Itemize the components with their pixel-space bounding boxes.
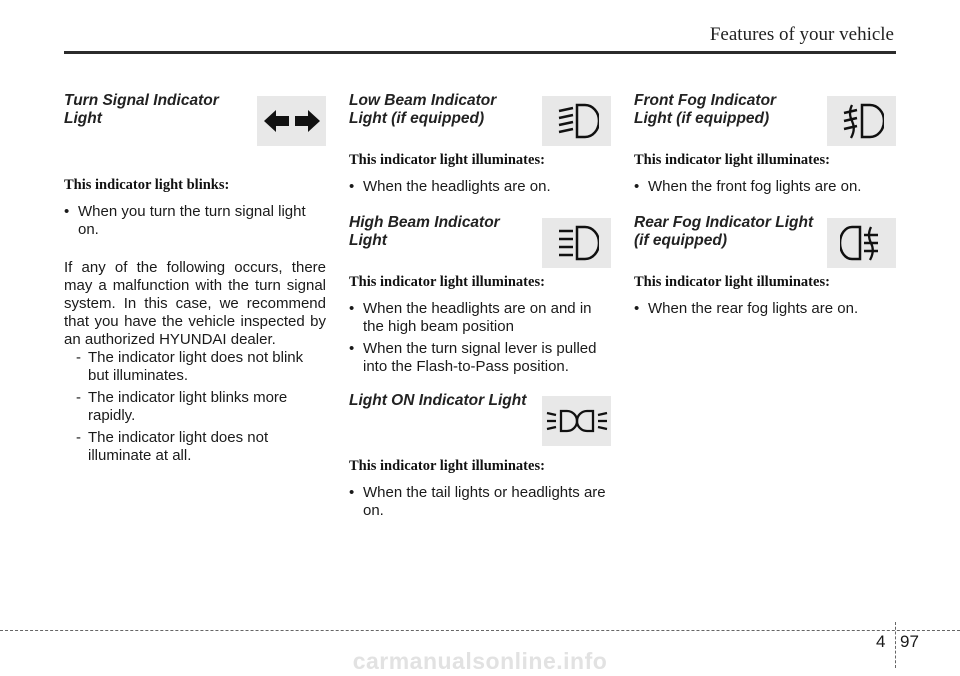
front-fog-section — [634, 92, 896, 196]
bullet-list — [349, 178, 611, 196]
section-title: Light ON Indicator Light — [349, 392, 527, 409]
watermark: carmanualsonline.info — [352, 648, 608, 674]
list-item: - The indicator light blinks more rapidly. — [76, 389, 326, 425]
bullet-list — [349, 484, 611, 520]
bullet-list — [634, 300, 896, 318]
section-lead: This indicator light illuminates: — [349, 274, 545, 290]
column-middle — [349, 92, 611, 524]
list-item: • When the headlights are on and in the high beam position — [349, 300, 611, 336]
low-beam-section — [349, 92, 611, 196]
list-item: • When the headlights are on. — [349, 178, 611, 196]
section-title: High Beam Indicator Light — [349, 214, 500, 249]
footer-rule — [0, 630, 960, 631]
section-lead: This indicator light blinks: — [64, 177, 230, 193]
section-title: Front Fog Indicator Light (if equipped) — [634, 92, 777, 127]
section-title: Rear Fog Indicator Light (if equipped) — [634, 214, 814, 249]
bullet-list — [634, 178, 896, 196]
section-title: Low Beam Indicator Light (if equipped) — [349, 92, 497, 127]
turn-signal-section — [64, 92, 326, 465]
low-beam-icon — [542, 96, 611, 146]
list-item: • When the tail lights or headlights are on. — [349, 484, 611, 520]
page-header-title: Features of your vehicle — [709, 24, 894, 45]
body-paragraph: If any of the following occurs, there may a malfunction with the turn signal system. In this case, we recommend that you have the vehicle inspected by an authorized HYUNDAI dealer. — [64, 259, 326, 348]
section-lead: This indicator light illuminates: — [349, 458, 545, 474]
section-lead: This indicator light illuminates: — [634, 274, 830, 290]
column-left — [64, 92, 326, 469]
bullet-list — [349, 300, 611, 376]
list-item: • When the rear fog lights are on. — [634, 300, 896, 318]
column-right — [634, 92, 896, 322]
list-item: • When the front fog lights are on. — [634, 178, 896, 196]
header-rule — [64, 51, 896, 54]
rear-fog-icon — [827, 218, 896, 268]
section-title: Turn Signal Indicator Light — [64, 92, 219, 127]
page-number: 97 — [900, 632, 919, 651]
front-fog-icon — [827, 96, 896, 146]
bullet-list — [64, 203, 326, 239]
list-item: • When you turn the turn signal light on. — [64, 203, 326, 239]
list-item: - The indicator light does not blink but illuminates. — [76, 349, 326, 385]
high-beam-icon — [542, 218, 611, 268]
rear-fog-section — [634, 214, 896, 318]
dash-list — [76, 349, 326, 465]
turn-signal-arrows-icon — [257, 96, 326, 146]
list-item: • When the turn signal lever is pulled into the Flash-to-Pass position. — [349, 340, 611, 376]
section-lead: This indicator light illuminates: — [634, 152, 830, 168]
light-on-section — [349, 392, 611, 520]
list-item: - The indicator light does not illuminate at all. — [76, 429, 326, 465]
light-on-indicator-icon — [542, 396, 611, 446]
chapter-number: 4 — [876, 632, 886, 651]
section-lead: This indicator light illuminates: — [349, 152, 545, 168]
high-beam-section — [349, 214, 611, 376]
